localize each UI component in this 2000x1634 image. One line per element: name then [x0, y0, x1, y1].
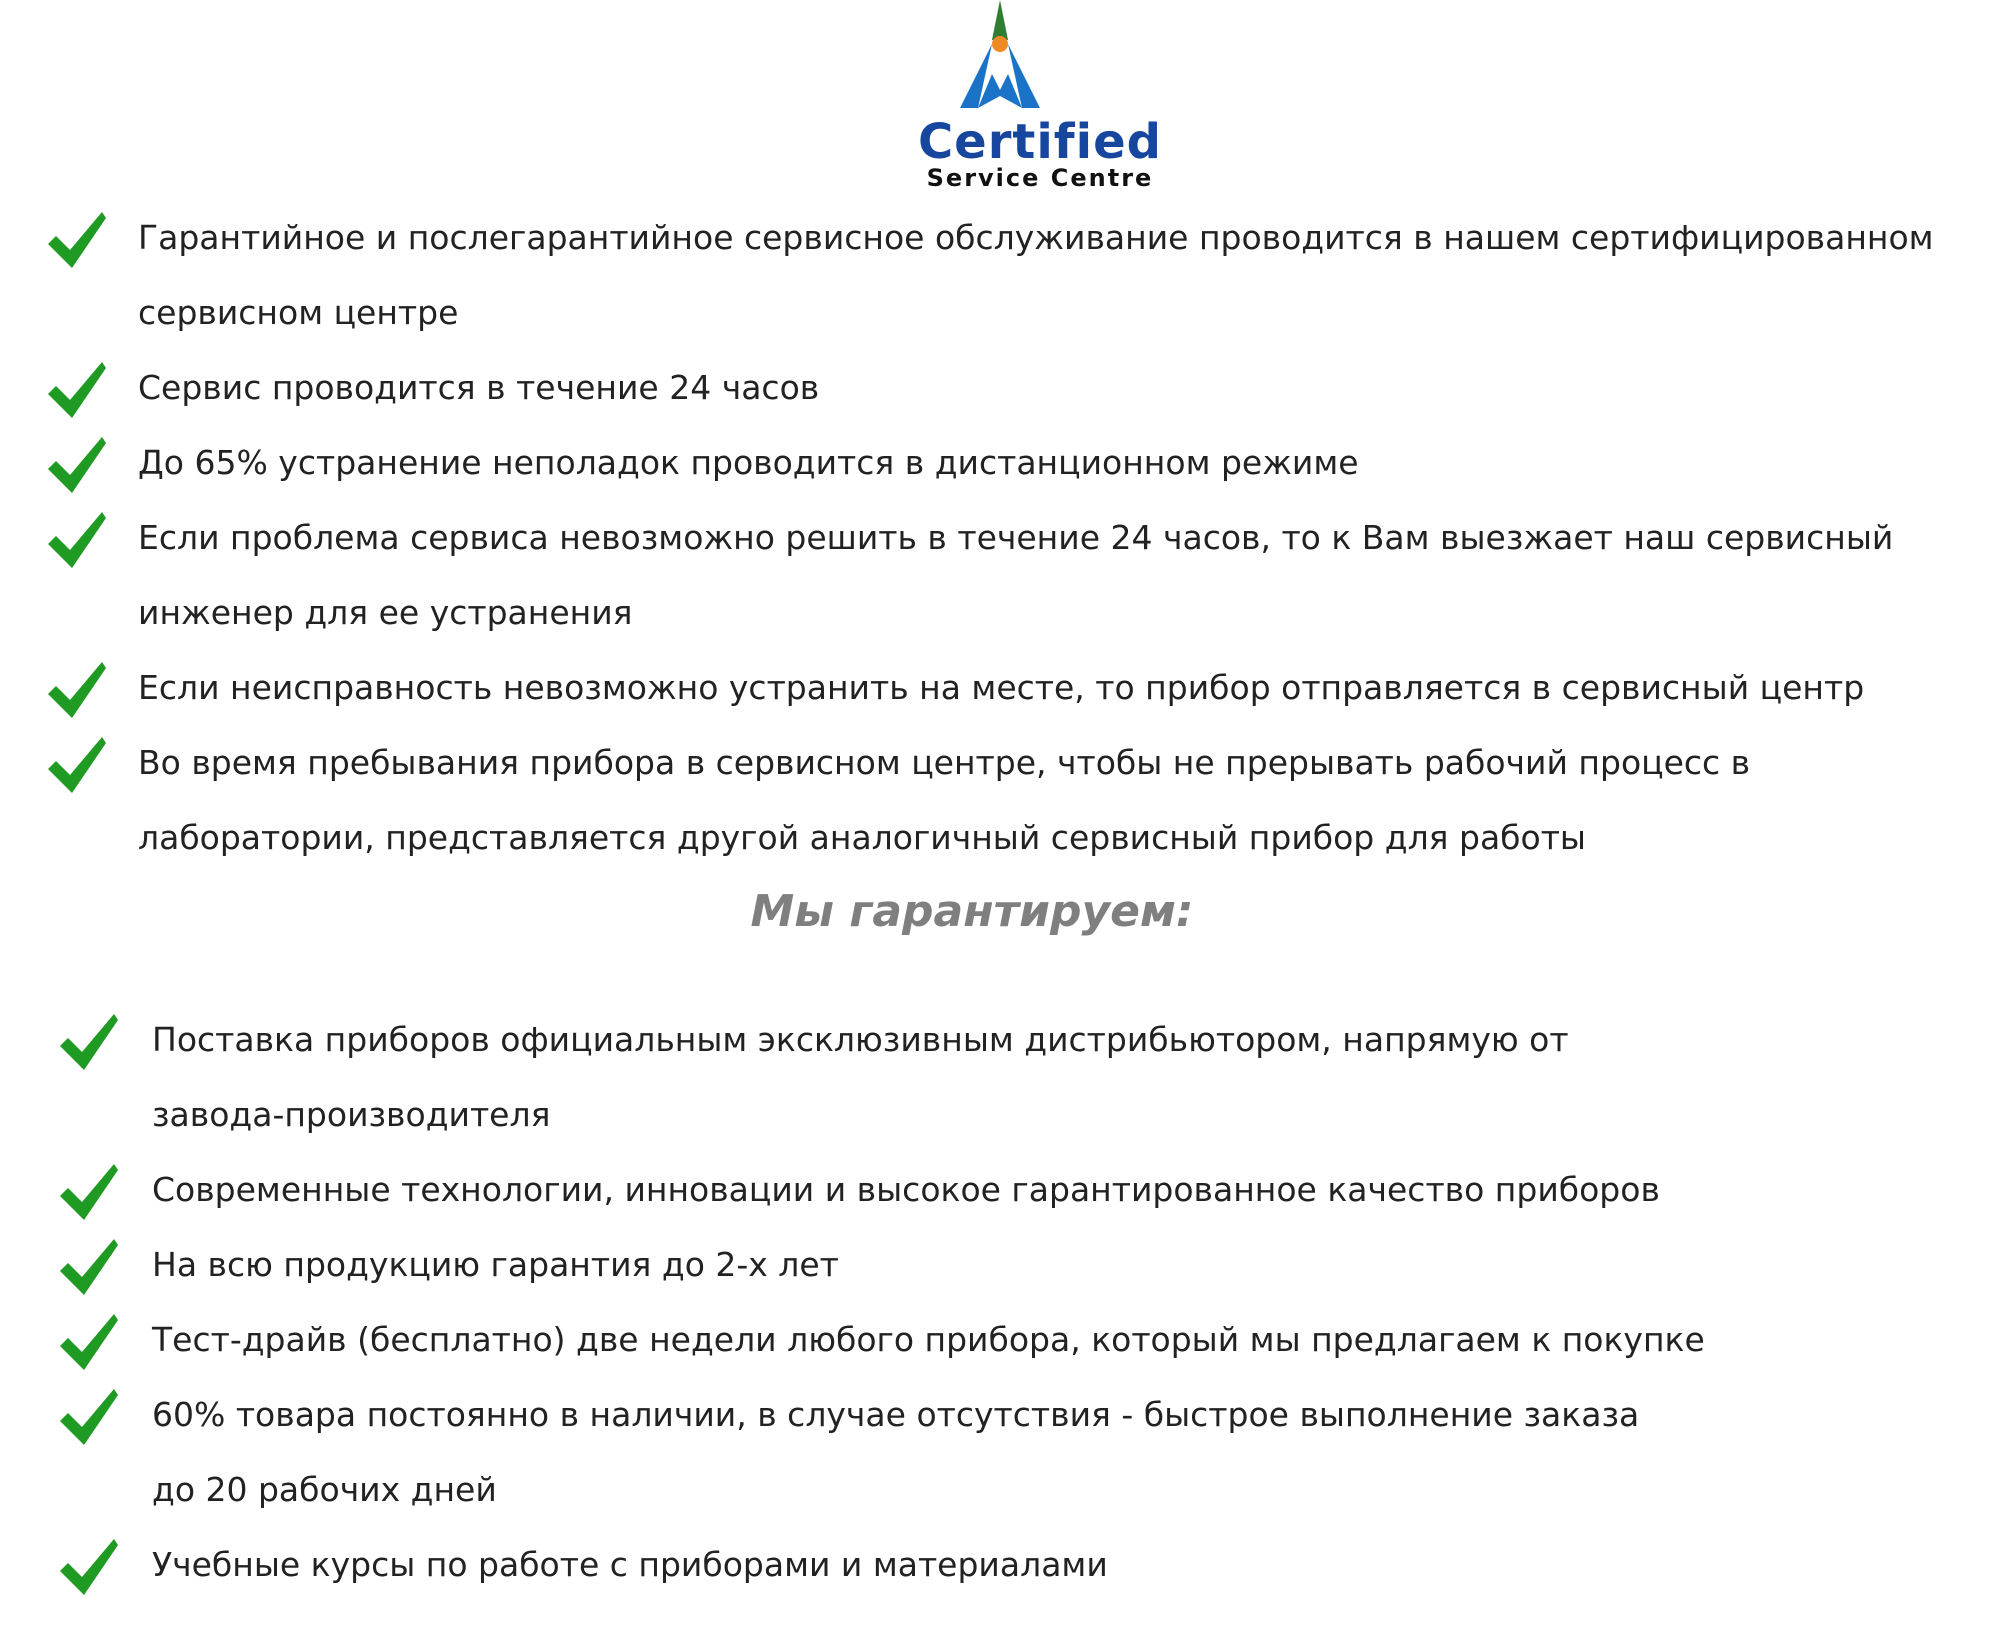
- list-item-text: Поставка приборов официальным эксклюзивным дистрибьютором, напрямую от: [152, 1020, 1569, 1059]
- list-item-text: Современные технологии, инновации и высокое гарантированное качество приборов: [152, 1170, 1660, 1209]
- list-item: [0, 200, 1934, 350]
- list-item-text: Учебные курсы по работе с приборами и материалами: [152, 1545, 1108, 1584]
- list-item-text: Гарантийное и послегарантийное сервисное обслуживание проводится в нашем сертифицированном: [138, 218, 1934, 257]
- check-icon: [46, 660, 108, 720]
- list-item-text: На всю продукцию гарантия до 2-х лет: [152, 1245, 839, 1284]
- certified-service-centre-logo: [900, 0, 1180, 200]
- guarantee-heading: Мы гарантируем:: [750, 886, 1194, 937]
- logo-title: Certified: [917, 114, 1163, 170]
- list-item: [0, 1227, 1705, 1302]
- check-icon: [58, 1237, 120, 1297]
- list-item: [0, 1002, 1705, 1152]
- list-item-text: Если неисправность невозможно устранить на месте, то прибор отправляется в сервисный центр: [138, 668, 1865, 707]
- list-item: [0, 725, 1934, 875]
- list-item-text: Тест-драйв (бесплатно) две недели любого прибора, который мы предлагаем к покупке: [152, 1320, 1705, 1359]
- check-icon: [58, 1012, 120, 1072]
- list-item: [0, 500, 1934, 650]
- list-item: [0, 350, 1934, 425]
- list-item-text: до 20 рабочих дней: [152, 1470, 497, 1509]
- guarantee-list: [0, 1002, 1705, 1602]
- list-item: [0, 1527, 1705, 1602]
- check-icon: [58, 1162, 120, 1222]
- list-item: [0, 1152, 1705, 1227]
- check-icon: [46, 510, 108, 570]
- list-item-text: сервисном центре: [138, 293, 459, 332]
- check-icon: [46, 735, 108, 795]
- list-item: [0, 425, 1934, 500]
- list-item-text: Если проблема сервиса невозможно решить в течение 24 часов, то к Вам выезжает наш сервисный: [138, 518, 1894, 557]
- list-item: [0, 1377, 1705, 1527]
- list-item-text: Во время пребывания прибора в сервисном центре, чтобы не прерывать рабочий процесс в: [138, 743, 1751, 782]
- check-icon: [46, 210, 108, 270]
- check-icon: [58, 1387, 120, 1447]
- list-item-text: лаборатории, представляется другой аналогичный сервисный прибор для работы: [138, 818, 1586, 857]
- check-icon: [46, 360, 108, 420]
- logo-subtitle: Service Centre: [926, 164, 1154, 192]
- list-item: [0, 1302, 1705, 1377]
- list-item-text: До 65% устранение неполадок проводится в дистанционном режиме: [138, 443, 1359, 482]
- list-item: [0, 650, 1934, 725]
- logo-emblem-icon: [900, 0, 1180, 114]
- list-item-text: завода-производителя: [152, 1095, 551, 1134]
- check-icon: [46, 435, 108, 495]
- list-item-text: 60% товара постоянно в наличии, в случае отсутствия - быстрое выполнение заказа: [152, 1395, 1640, 1434]
- list-item-text: Сервис проводится в течение 24 часов: [138, 368, 820, 407]
- list-item-text: инженер для ее устранения: [138, 593, 633, 632]
- check-icon: [58, 1312, 120, 1372]
- service-list: [0, 200, 1934, 875]
- check-icon: [58, 1537, 120, 1597]
